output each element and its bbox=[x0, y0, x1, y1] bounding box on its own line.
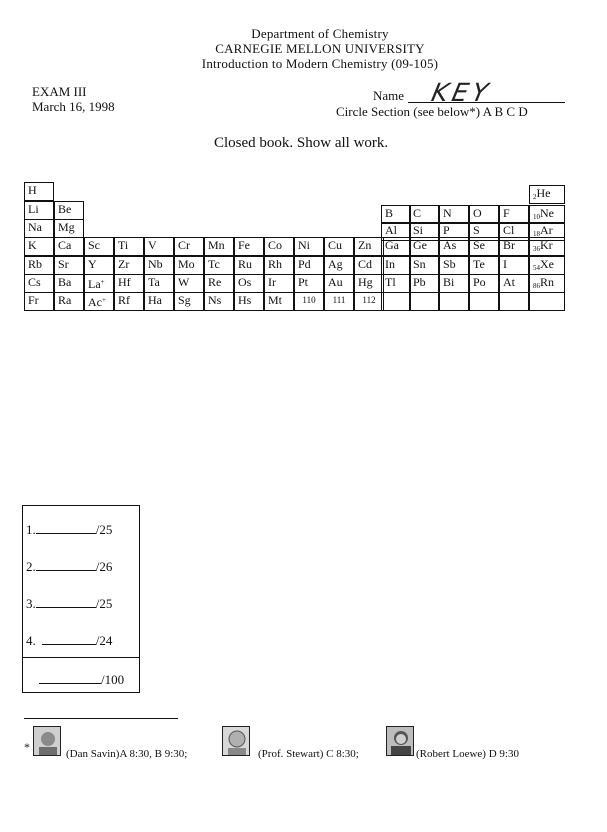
element-cell bbox=[499, 256, 529, 275]
element-symbol: Kr bbox=[540, 238, 553, 252]
score-line-total bbox=[39, 672, 124, 688]
element-symbol: Fe bbox=[238, 238, 250, 252]
score-prefix: 3. bbox=[26, 596, 36, 611]
element-cell bbox=[204, 256, 234, 275]
periodic-table bbox=[0, 0, 607, 320]
element-symbol: B bbox=[385, 206, 394, 220]
element-cell bbox=[264, 274, 294, 293]
element-symbol: Li bbox=[28, 202, 39, 216]
element-cell bbox=[354, 237, 384, 256]
element-symbol: Mn bbox=[208, 238, 225, 252]
instructor-photo-stewart bbox=[222, 726, 250, 756]
element-symbol: Hg bbox=[358, 275, 373, 289]
element-cell bbox=[24, 274, 54, 293]
footnote-section-ab: (Dan Savin)A 8:30, B 9:30; bbox=[66, 748, 188, 760]
element-cell bbox=[174, 292, 204, 311]
element-symbol: Rb bbox=[28, 257, 43, 271]
element-symbol: Ga bbox=[385, 238, 399, 252]
element-cell bbox=[439, 256, 469, 275]
element-cell bbox=[381, 292, 411, 311]
element-cell bbox=[24, 201, 54, 220]
element-cell bbox=[354, 292, 384, 311]
element-cell bbox=[144, 256, 174, 275]
element-cell bbox=[354, 256, 384, 275]
element-symbol: Ru bbox=[238, 257, 253, 271]
element-symbol: C bbox=[413, 206, 422, 220]
element-cell bbox=[114, 256, 144, 275]
element-cell bbox=[324, 274, 354, 293]
element-cell bbox=[204, 292, 234, 311]
name-label: Name bbox=[373, 88, 405, 103]
element-cell bbox=[469, 237, 499, 256]
score-box bbox=[22, 505, 140, 693]
element-symbol: Se bbox=[473, 238, 485, 252]
element-symbol: Zr bbox=[118, 257, 130, 271]
element-symbol: Y bbox=[88, 257, 97, 271]
score-prefix: 2. bbox=[26, 559, 36, 574]
element-cell bbox=[24, 292, 54, 311]
element-cell bbox=[234, 256, 264, 275]
element-symbol: Ni bbox=[298, 238, 310, 252]
score-total: /25 bbox=[95, 522, 113, 537]
element-cell bbox=[114, 237, 144, 256]
score-total: /100 bbox=[101, 672, 125, 687]
element-cell bbox=[529, 185, 565, 204]
element-symbol: Hf bbox=[118, 275, 131, 289]
element-cell bbox=[54, 219, 84, 238]
element-symbol: He bbox=[536, 186, 551, 200]
element-cell bbox=[234, 237, 264, 256]
element-cell bbox=[84, 256, 114, 275]
element-symbol: N bbox=[443, 206, 452, 220]
element-symbol: Br bbox=[503, 238, 515, 252]
atomic-number: 10 bbox=[533, 213, 540, 221]
element-cell bbox=[409, 256, 439, 275]
element-cell bbox=[499, 292, 529, 311]
element-symbol: O bbox=[473, 206, 482, 220]
element-symbol: Pb bbox=[413, 275, 426, 289]
element-symbol: Os bbox=[238, 275, 252, 289]
element-symbol: Be bbox=[58, 202, 72, 216]
element-symbol: As bbox=[443, 238, 457, 252]
element-symbol: F bbox=[503, 206, 510, 220]
element-cell bbox=[264, 292, 294, 311]
element-cell bbox=[294, 292, 324, 311]
element-symbol: Mt bbox=[268, 293, 283, 307]
score-prefix: 4. bbox=[26, 633, 36, 648]
footnote-star: * bbox=[24, 740, 30, 754]
exam-title: EXAM III bbox=[32, 84, 87, 99]
element-symbol: Bi bbox=[443, 275, 455, 289]
element-cell bbox=[499, 274, 529, 293]
element-symbol: Ha bbox=[148, 293, 162, 307]
element-symbol: Co bbox=[268, 238, 283, 252]
element-cell bbox=[409, 292, 439, 311]
element-cell bbox=[174, 256, 204, 275]
element-symbol: Rf bbox=[118, 293, 130, 307]
element-cell bbox=[529, 274, 565, 293]
element-symbol: La bbox=[88, 277, 101, 291]
element-cell bbox=[469, 274, 499, 293]
element-cell bbox=[84, 237, 114, 256]
element-symbol: Ca bbox=[58, 238, 72, 252]
element-cell bbox=[294, 256, 324, 275]
element-symbol: Ra bbox=[58, 293, 72, 307]
element-cell bbox=[204, 274, 234, 293]
footnote-section-c: (Prof. Stewart) C 8:30; bbox=[258, 748, 359, 760]
department-heading: Department of Chemistry bbox=[251, 26, 389, 41]
element-cell bbox=[529, 237, 565, 256]
element-symbol: Cu bbox=[328, 238, 343, 252]
element-symbol: K bbox=[28, 238, 37, 252]
element-cell bbox=[24, 237, 54, 256]
element-symbol: W bbox=[178, 275, 190, 289]
atomic-number: 86 bbox=[533, 282, 540, 290]
score-prefix: 1. bbox=[26, 522, 36, 537]
element-cell bbox=[144, 237, 174, 256]
score-line-4 bbox=[26, 633, 112, 649]
element-cell bbox=[409, 274, 439, 293]
element-symbol: Rh bbox=[268, 257, 283, 271]
element-symbol: 110 bbox=[302, 295, 316, 305]
element-symbol: V bbox=[148, 238, 157, 252]
score-line-3 bbox=[26, 596, 112, 612]
element-symbol: Si bbox=[413, 223, 424, 237]
element-symbol: Ti bbox=[118, 238, 129, 252]
element-cell bbox=[294, 274, 324, 293]
element-symbol: Nb bbox=[148, 257, 163, 271]
element-symbol: Na bbox=[28, 220, 42, 234]
element-cell bbox=[144, 292, 174, 311]
element-symbol: Pt bbox=[298, 275, 309, 289]
element-symbol: In bbox=[385, 257, 395, 271]
element-symbol: I bbox=[503, 257, 507, 271]
element-symbol: Ge bbox=[413, 238, 427, 252]
element-symbol: Cl bbox=[503, 223, 515, 237]
element-symbol: Fr bbox=[28, 293, 39, 307]
element-cell bbox=[469, 256, 499, 275]
element-symbol: Ar bbox=[540, 223, 553, 237]
element-cell bbox=[24, 219, 54, 238]
element-symbol: Xe bbox=[540, 257, 554, 271]
element-cell bbox=[24, 182, 54, 201]
element-cell bbox=[264, 237, 294, 256]
element-symbol: Zn bbox=[358, 238, 372, 252]
element-marker: + bbox=[100, 278, 105, 286]
course-heading: Introduction to Modern Chemistry (09-105) bbox=[201, 56, 439, 71]
element-symbol: Sb bbox=[443, 257, 456, 271]
element-symbol: Au bbox=[328, 275, 343, 289]
element-cell bbox=[381, 237, 411, 256]
score-line-1 bbox=[26, 522, 112, 538]
footnote-section-d: (Robert Loewe) D 9:30 bbox=[416, 748, 519, 760]
element-symbol: Cr bbox=[178, 238, 190, 252]
name-value: KEY bbox=[428, 78, 495, 107]
element-symbol: S bbox=[473, 223, 480, 237]
element-cell bbox=[439, 292, 469, 311]
element-symbol: Al bbox=[385, 223, 397, 237]
element-symbol: Rn bbox=[540, 275, 555, 289]
element-cell bbox=[54, 274, 84, 293]
element-symbol: Hs bbox=[238, 293, 252, 307]
element-cell bbox=[84, 292, 114, 311]
instructor-photo-loewe bbox=[386, 726, 414, 756]
element-cell bbox=[264, 256, 294, 275]
element-symbol: Ag bbox=[328, 257, 343, 271]
element-symbol: Ac bbox=[88, 295, 102, 309]
element-cell bbox=[409, 237, 439, 256]
element-symbol: Ns bbox=[208, 293, 222, 307]
element-symbol: Sr bbox=[58, 257, 69, 271]
element-cell bbox=[529, 292, 565, 311]
instructor-photo-savin bbox=[33, 726, 61, 756]
atomic-number: 36 bbox=[533, 245, 540, 253]
element-cell bbox=[499, 237, 529, 256]
element-symbol: P bbox=[443, 223, 450, 237]
exam-date: March 16, 1998 bbox=[32, 99, 115, 114]
instructions: Closed book. Show all work. bbox=[214, 135, 389, 151]
element-cell bbox=[174, 274, 204, 293]
element-cell bbox=[234, 292, 264, 311]
element-symbol: Po bbox=[473, 275, 486, 289]
element-cell bbox=[54, 256, 84, 275]
element-symbol: Mg bbox=[58, 220, 75, 234]
atomic-number: 54 bbox=[533, 264, 540, 272]
element-symbol: Pd bbox=[298, 257, 311, 271]
element-cell bbox=[234, 274, 264, 293]
element-symbol: 112 bbox=[362, 295, 376, 305]
element-cell bbox=[54, 292, 84, 311]
element-symbol: Re bbox=[208, 275, 222, 289]
element-cell bbox=[381, 274, 411, 293]
element-symbol: Ba bbox=[58, 275, 72, 289]
element-symbol: Ir bbox=[268, 275, 276, 289]
university-heading: CARNEGIE MELLON UNIVERSITY bbox=[215, 41, 425, 56]
element-cell bbox=[324, 256, 354, 275]
element-symbol: Sg bbox=[178, 293, 191, 307]
score-divider bbox=[23, 657, 139, 658]
element-symbol: Ne bbox=[540, 206, 554, 220]
element-cell bbox=[324, 237, 354, 256]
footnote-rule bbox=[24, 718, 178, 719]
element-symbol: Tc bbox=[208, 257, 220, 271]
element-cell bbox=[324, 292, 354, 311]
element-cell bbox=[54, 201, 84, 220]
element-symbol: Sc bbox=[88, 238, 100, 252]
element-symbol: At bbox=[503, 275, 515, 289]
element-cell bbox=[469, 292, 499, 311]
score-total: /25 bbox=[95, 596, 113, 611]
element-cell bbox=[294, 237, 324, 256]
element-symbol: 111 bbox=[332, 295, 346, 305]
score-total: /24 bbox=[95, 633, 113, 648]
element-symbol: Te bbox=[473, 257, 485, 271]
element-cell bbox=[439, 274, 469, 293]
score-total: /26 bbox=[95, 559, 113, 574]
element-symbol: Cs bbox=[28, 275, 41, 289]
element-cell bbox=[529, 256, 565, 275]
circle-section: Circle Section (see below*) A B C D bbox=[336, 104, 528, 119]
atomic-number: 18 bbox=[533, 230, 540, 238]
element-cell bbox=[381, 256, 411, 275]
element-cell bbox=[204, 237, 234, 256]
score-line-2 bbox=[26, 559, 112, 575]
element-symbol: Tl bbox=[385, 275, 396, 289]
element-symbol: Sn bbox=[413, 257, 426, 271]
element-symbol: Mo bbox=[178, 257, 195, 271]
atomic-number: 2 bbox=[533, 193, 537, 201]
element-symbol: Cd bbox=[358, 257, 373, 271]
element-cell bbox=[144, 274, 174, 293]
element-symbol: Ta bbox=[148, 275, 160, 289]
element-cell bbox=[114, 274, 144, 293]
element-cell bbox=[174, 237, 204, 256]
element-cell bbox=[114, 292, 144, 311]
element-marker: + bbox=[102, 296, 106, 304]
element-cell bbox=[84, 274, 114, 293]
element-cell bbox=[24, 256, 54, 275]
element-symbol: H bbox=[28, 183, 37, 197]
element-cell bbox=[439, 237, 469, 256]
element-cell bbox=[354, 274, 384, 293]
element-cell bbox=[54, 237, 84, 256]
